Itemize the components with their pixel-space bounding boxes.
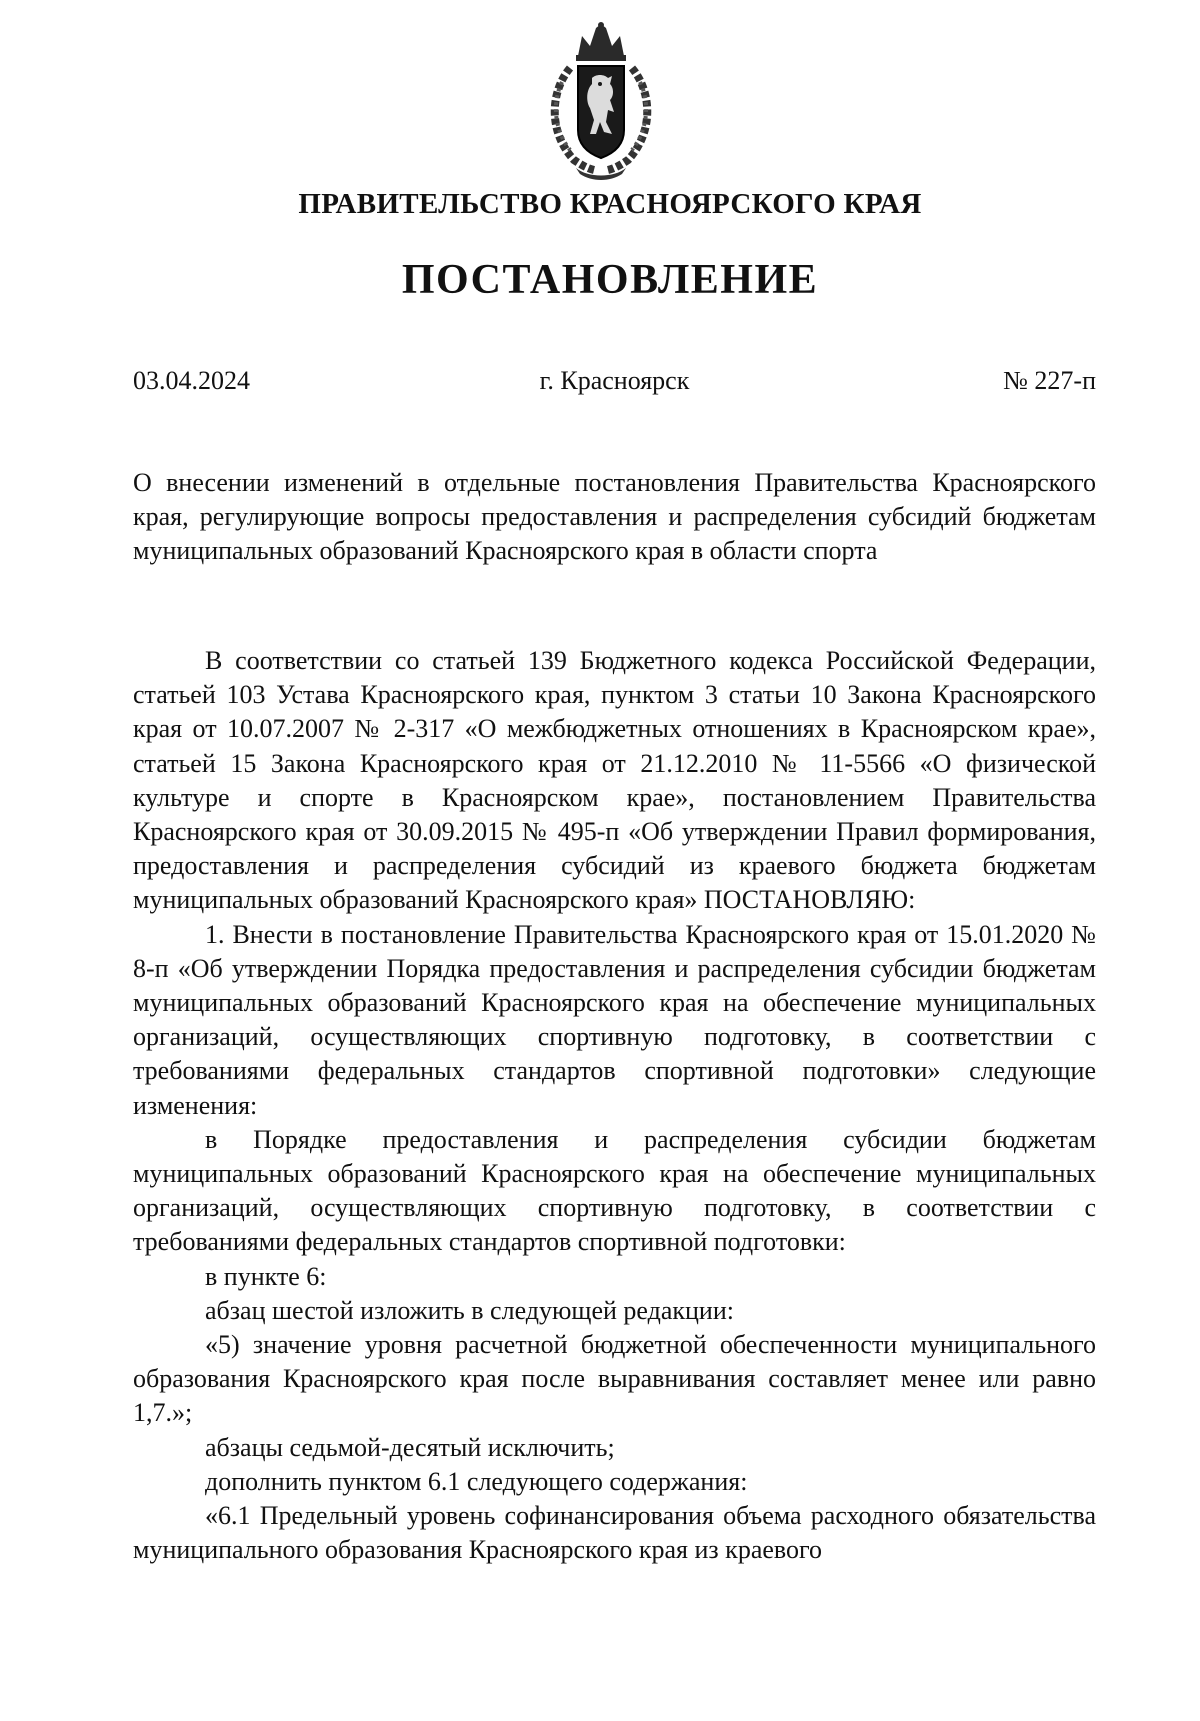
body-paragraph: абзацы седьмой-десятый исключить; [205,1432,615,1462]
body-paragraph: абзац шестой изложить в следующей редакции: [205,1295,734,1325]
document-subject: О внесении изменений в отдельные постановления Правительства Красноярского края, регулирующие вопросы предоставления и распределения субсидий бюджетам муниципальных образований Красноярского края в области спорта [133,468,1096,565]
document-date: 03.04.2024 [133,366,250,395]
document-city: г. Красноярск [539,366,690,395]
document-number: № 227-п [1003,366,1096,395]
body-paragraph: В соответствии со статьей 139 Бюджетного кодекса Российской Федерации, статьей 103 Устава Красноярского края, пунктом 3 статьи 10 Закона Красноярского края от 10.07.2007 № 2-317 «О межбюджетных отношениях в Красноярском крае», статьей 15 Закона Красноярского края от 21.12.2010 № 11-5566 «О физической культуре и спорте в Красноярском крае», постановлением Правительства Красноярского края от 30.09.2015 № 495-п «Об утверждении Правил формирования, предоставления и распределения субсидий из краевого бюджета бюджетам муниципальных образований Красноярского края» ПОСТАНОВЛЯЮ: [133,646,1096,915]
body-paragraph: «5) значение уровня расчетной бюджетной обеспеченности муниципального образования Красноярского края после выравнивания составляет менее или равно 1,7.»; [133,1330,1096,1428]
document-body [133,644,1096,1567]
document-type: ПОСТАНОВЛЕНИЕ [401,257,819,303]
body-paragraph: в пункте 6: [205,1261,327,1291]
body-paragraph: «6.1 Предельный уровень софинансирования объема расходного обязательства муниципального образования Красноярского края из краевого [133,1501,1096,1565]
body-paragraph: 1. Внести в постановление Правительства Красноярского края от 15.01.2020 № 8-п «Об утверждении Порядка предоставления и распределения субсидии бюджетам муниципальных образований Красноярского края на обеспечение муниципальных организаций, осуществляющих спортивную подготовку, в соответствии с требованиями федеральных стандартов спортивной подготовки» следующие изменения: [133,919,1096,1120]
body-paragraph: в Порядке предоставления и распределения субсидии бюджетам муниципальных образований Красноярского края на обеспечение муниципальных организаций, осуществляющих спортивную подготовку, в соответствии с требованиями федеральных стандартов спортивной подготовки: [133,1124,1096,1257]
document-meta [133,366,1096,400]
government-title: ПРАВИТЕЛЬСТВО КРАСНОЯРСКОГО КРАЯ [298,188,922,220]
body-paragraph: дополнить пунктом 6.1 следующего содержания: [205,1466,748,1496]
krasnoyarsk-coat-of-arms-icon [540,22,662,182]
